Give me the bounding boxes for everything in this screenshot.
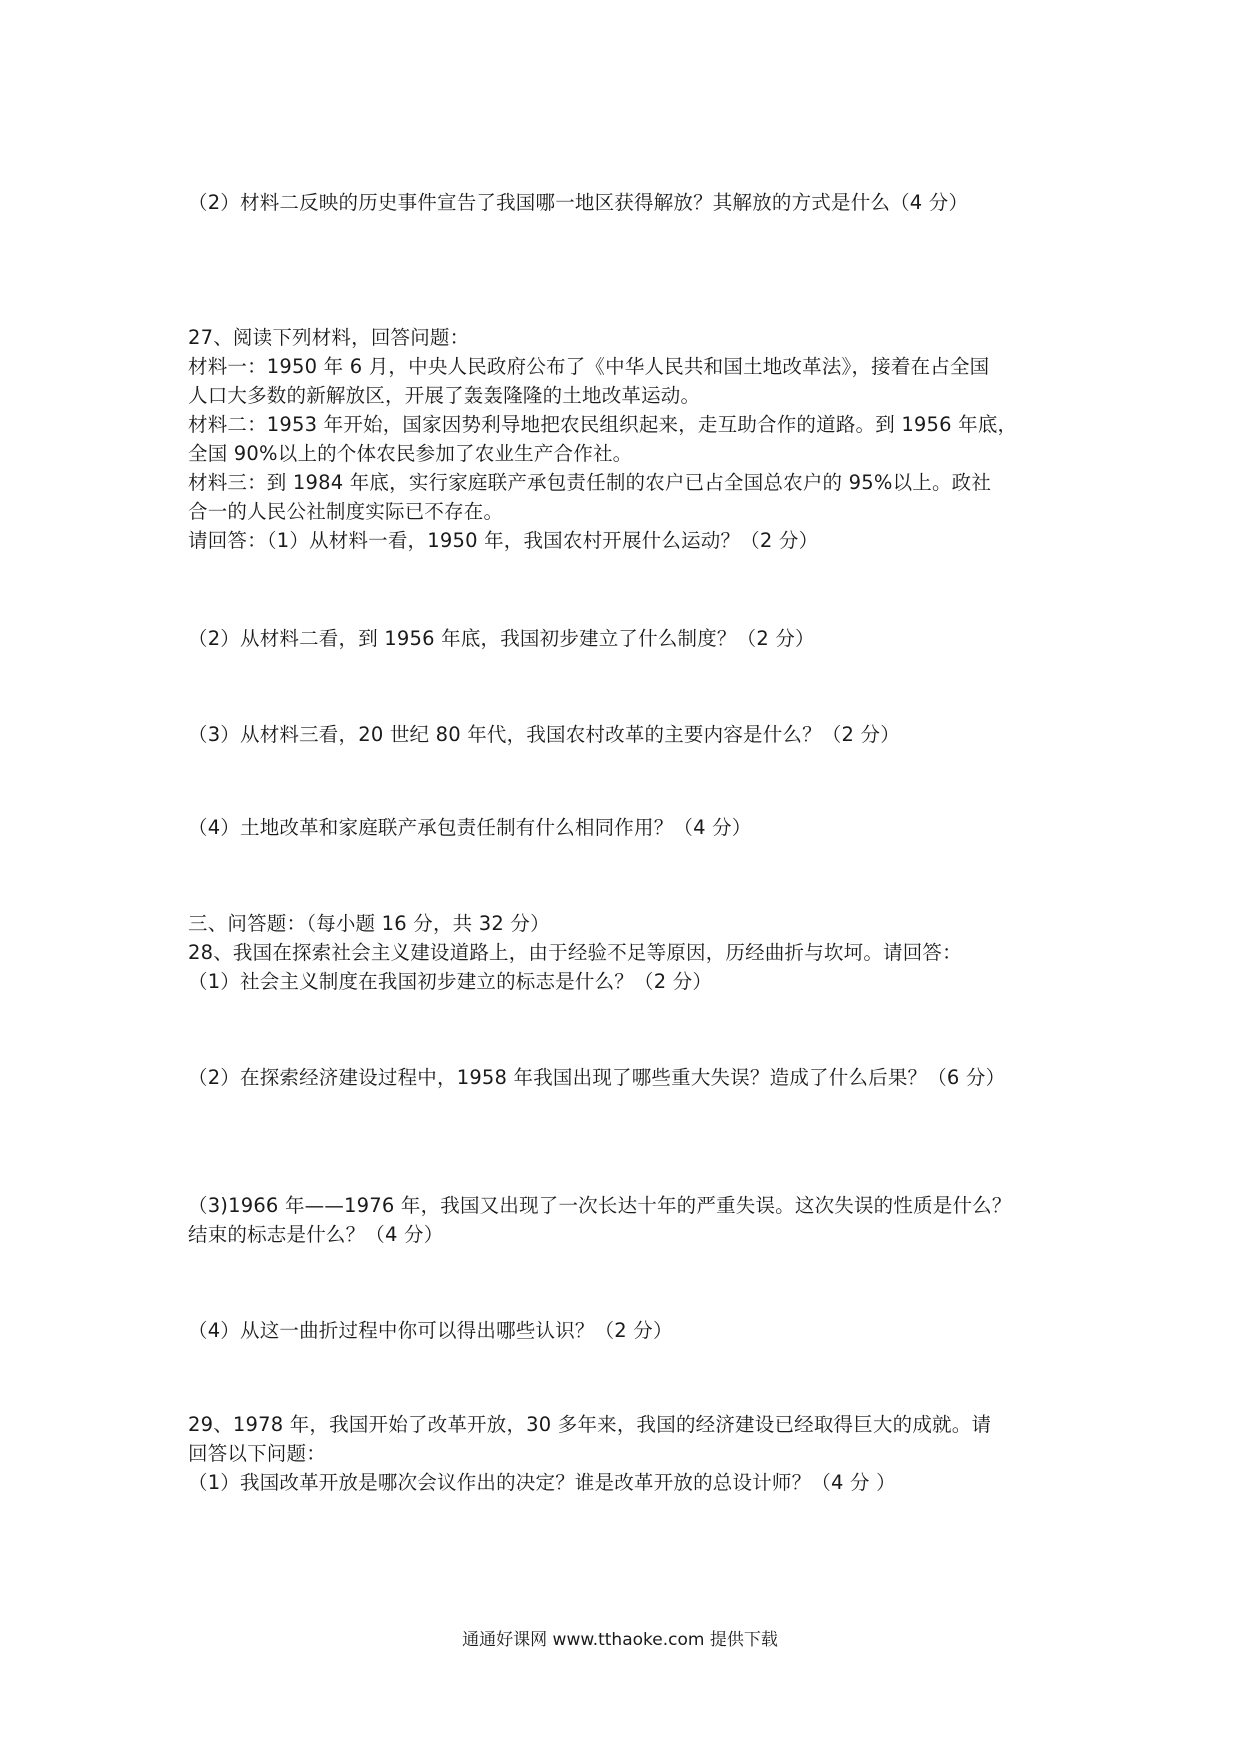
q27-material-3-line-1: 材料三：到 1984 年底，实行家庭联产承包责任制的农户已占全国总农户的 95%以上。政社 [188,471,992,494]
page-footer: 通通好课网 www.tthaoke.com 提供下载 [462,1630,778,1650]
q29-intro-line-1: 29、1978 年，我国开始了改革开放，30 多年来，我国的经济建设已经取得巨大的成就。请 [188,1413,992,1436]
q28-sub-question-3-line-2: 结束的标志是什么？（4 分） [188,1223,444,1246]
q29-intro-line-2: 回答以下问题： [188,1442,326,1465]
q29-sub-question-1: （1）我国改革开放是哪次会议作出的决定？谁是改革开放的总设计师？（4 分 ） [188,1471,896,1494]
section-3-heading: 三、问答题：（每小题 16 分，共 32 分） [188,912,550,935]
q28-sub-question-2: （2）在探索经济建设过程中，1958 年我国出现了哪些重大失误？造成了什么后果？（6 分） [188,1066,1006,1089]
q27-material-1-line-2: 人口大多数的新解放区，开展了轰轰隆隆的土地改革运动。 [188,384,701,407]
q27-material-1-line-1: 材料一：1950 年 6 月，中央人民政府公布了《中华人民共和国土地改革法》，接着在占全国 [188,355,990,378]
q27-sub-question-4: （4）土地改革和家庭联产承包责任制有什么相同作用？（4 分） [188,816,752,839]
q28-sub-question-1: （1）社会主义制度在我国初步建立的标志是什么？（2 分） [188,970,713,993]
q28-sub-question-3-line-1: （3)1966 年——1976 年，我国又出现了一次长达十年的严重失误。这次失误的性质是什么？ [188,1194,1012,1217]
q27-material-2-line-1: 材料二：1953 年开始，国家因势利导地把农民组织起来，走互助合作的道路。到 1956 年底， [188,413,1018,436]
q28-intro: 28、我国在探索社会主义建设道路上，由于经验不足等原因，历经曲折与坎坷。请回答： [188,941,962,964]
q28-sub-question-4: （4）从这一曲折过程中你可以得出哪些认识？（2 分） [188,1319,673,1342]
q27-sub-question-2: （2）从材料二看，到 1956 年底，我国初步建立了什么制度？（2 分） [188,627,815,650]
q27-sub-question-1: 请回答：（1）从材料一看，1950 年，我国农村开展什么运动？（2 分） [188,529,819,552]
q27-intro: 27、阅读下列材料，回答问题： [188,326,470,349]
q27-sub-question-3: （3）从材料三看，20 世纪 80 年代，我国农村改革的主要内容是什么？（2 分） [188,723,900,746]
q27-material-2-line-2: 全国 90%以上的个体农民参加了农业生产合作社。 [188,442,633,465]
q27-material-3-line-2: 合一的人民公社制度实际已不存在。 [188,500,504,523]
q26-sub-question-2: （2）材料二反映的历史事件宣告了我国哪一地区获得解放？其解放的方式是什么（4 分） [188,191,969,214]
